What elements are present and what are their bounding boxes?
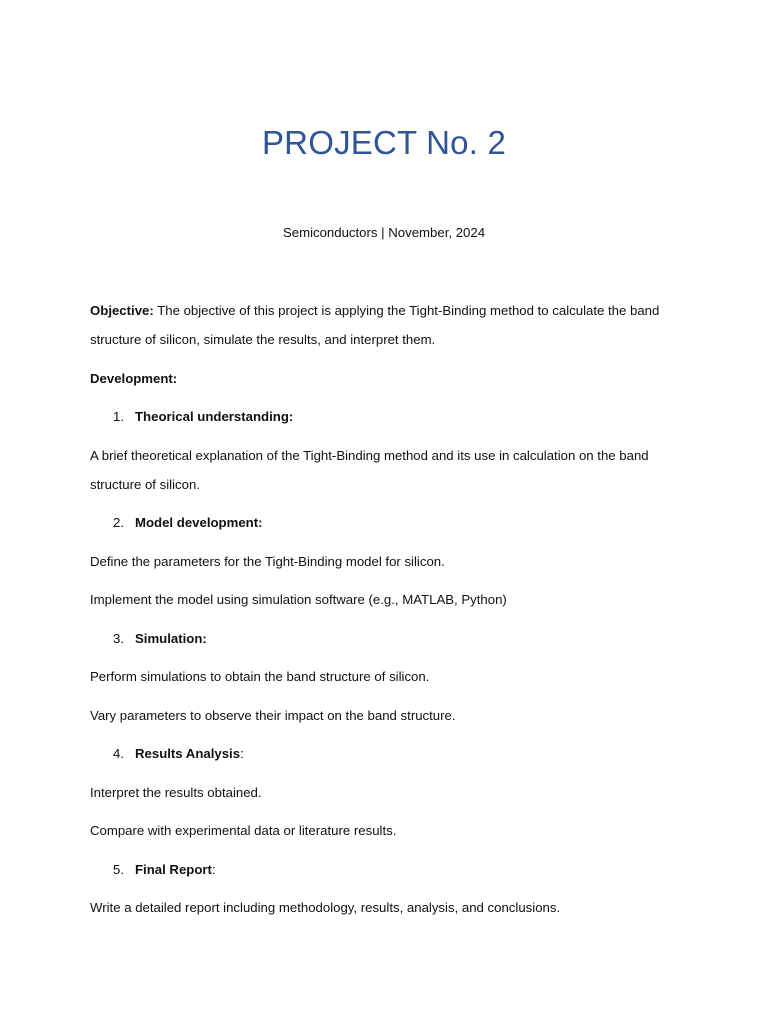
step-paragraph: Perform simulations to obtain the band structure of silicon. xyxy=(90,669,430,684)
step-paragraph: Compare with experimental data or literature results. xyxy=(90,823,397,838)
step-heading xyxy=(90,855,690,884)
step-title: Model development: xyxy=(135,515,263,530)
objective-text: The objective of this project is applying the Tight-Binding method to calculate the band structure of silicon, simulate the results, and interpret them. xyxy=(90,303,660,347)
step-number: 5. xyxy=(113,861,124,877)
step-title-suffix: : xyxy=(211,861,216,877)
step-number: 2. xyxy=(113,515,124,530)
step-paragraph: Interpret the results obtained. xyxy=(90,784,262,800)
step-heading xyxy=(90,624,690,653)
step-heading xyxy=(90,508,690,537)
development-heading: Development: xyxy=(90,370,178,386)
step-paragraph: Implement the model using simulation software (e.g., MATLAB, Python) xyxy=(90,592,507,607)
step-paragraph: A brief theoretical explanation of the Tight-Binding method and its use in calculation on the band structure of silicon. xyxy=(90,447,649,492)
step-number: 3. xyxy=(113,630,124,646)
document-title: PROJECT No. 2 xyxy=(261,124,507,161)
step-heading xyxy=(90,739,690,768)
step-paragraph: Write a detailed report including methodology, results, analysis, and conclusions. xyxy=(90,900,561,915)
objective-paragraph xyxy=(90,296,690,354)
document-subtitle: Semiconductors | November, 2024 xyxy=(282,225,486,240)
step-paragraph: Vary parameters to observe their impact on the band structure. xyxy=(90,707,456,723)
document-body xyxy=(90,296,690,932)
step-title: Results Analysis xyxy=(135,746,241,761)
step-title: Theorical understanding: xyxy=(135,409,294,424)
step-title: Final Report xyxy=(135,861,212,877)
step-title-suffix: : xyxy=(240,746,244,761)
step-number: 1. xyxy=(113,409,124,424)
step-heading xyxy=(90,402,690,431)
step-number: 4. xyxy=(113,746,124,761)
objective-label: Objective: xyxy=(90,303,154,318)
step-title: Simulation: xyxy=(135,630,207,646)
step-paragraph: Define the parameters for the Tight-Binding model for silicon. xyxy=(90,553,445,569)
